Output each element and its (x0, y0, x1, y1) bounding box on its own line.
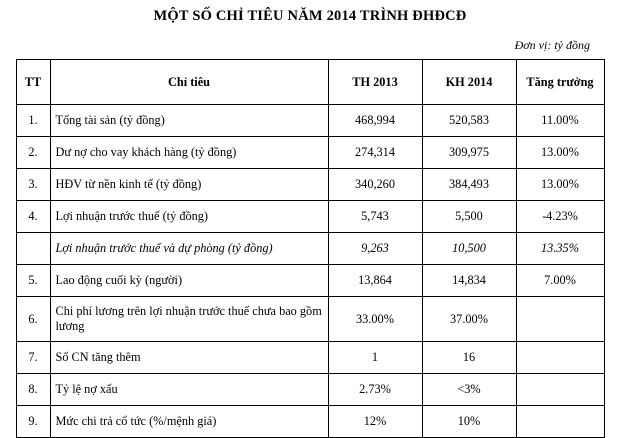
row-growth: 13.35% (516, 233, 604, 265)
table-header-row (16, 60, 604, 105)
table-row (16, 169, 604, 201)
table-row (16, 201, 604, 233)
row-growth: 11.00% (516, 105, 604, 137)
row-number: 9. (16, 406, 50, 438)
column-header-tt: TT (16, 60, 50, 105)
row-number: 3. (16, 169, 50, 201)
table-row (16, 233, 604, 265)
row-indicator: Mức chi trả cổ tức (%/mệnh giá) (50, 406, 328, 438)
row-growth: 13.00% (516, 137, 604, 169)
row-th2013: 5,743 (328, 201, 422, 233)
row-th2013: 2.73% (328, 374, 422, 406)
row-indicator: Số CN tăng thêm (50, 342, 328, 374)
document-page (0, 8, 620, 432)
row-th2013: 13,864 (328, 265, 422, 297)
table-body (16, 105, 604, 438)
row-th2013: 12% (328, 406, 422, 438)
row-indicator: Tỷ lệ nợ xấu (50, 374, 328, 406)
page-title: MỘT SỐ CHỈ TIÊU NĂM 2014 TRÌNH ĐHĐCĐ (153, 8, 467, 24)
row-growth: -4.23% (516, 201, 604, 233)
row-th2013: 1 (328, 342, 422, 374)
row-number: 4. (16, 201, 50, 233)
row-growth: 7.00% (516, 265, 604, 297)
row-kh2014: 37.00% (422, 297, 516, 342)
row-kh2014: 16 (422, 342, 516, 374)
table-row (16, 105, 604, 137)
table-row (16, 137, 604, 169)
table-row (16, 406, 604, 438)
row-th2013: 33.00% (328, 297, 422, 342)
row-indicator: HĐV từ nền kinh tế (tỷ đồng) (50, 169, 328, 201)
table-row (16, 297, 604, 342)
row-number: 8. (16, 374, 50, 406)
row-kh2014: 5,500 (422, 201, 516, 233)
table-row (16, 265, 604, 297)
column-header-th2013: TH 2013 (328, 60, 422, 105)
row-growth (516, 342, 604, 374)
row-indicator: Lợi nhuận trước thuế và dự phòng (tỷ đồng) (50, 233, 328, 265)
row-indicator: Dư nợ cho vay khách hàng (tỷ đồng) (50, 137, 328, 169)
column-header-growth: Tăng trưởng (516, 60, 604, 105)
row-number: 6. (16, 297, 50, 342)
table-row (16, 342, 604, 374)
row-kh2014: 10,500 (422, 233, 516, 265)
row-kh2014: 309,975 (422, 137, 516, 169)
row-th2013: 274,314 (328, 137, 422, 169)
row-growth (516, 406, 604, 438)
row-indicator: Lợi nhuận trước thuế (tỷ đồng) (50, 201, 328, 233)
row-indicator: Tổng tài sản (tỷ đồng) (50, 105, 328, 137)
row-kh2014: 10% (422, 406, 516, 438)
row-number: 2. (16, 137, 50, 169)
row-kh2014: 384,493 (422, 169, 516, 201)
row-growth: 13.00% (516, 169, 604, 201)
row-growth (516, 297, 604, 342)
row-number (16, 233, 50, 265)
row-th2013: 9,263 (328, 233, 422, 265)
column-header-kh2014: KH 2014 (422, 60, 516, 105)
row-number: 5. (16, 265, 50, 297)
row-th2013: 468,994 (328, 105, 422, 137)
row-kh2014: 520,583 (422, 105, 516, 137)
row-growth (516, 374, 604, 406)
unit-note: Đơn vị: tỷ đồng (514, 38, 590, 52)
row-number: 1. (16, 105, 50, 137)
column-header-indicator: Chỉ tiêu (50, 60, 328, 105)
table-header (16, 60, 604, 105)
table-row (16, 374, 604, 406)
row-number: 7. (16, 342, 50, 374)
row-kh2014: <3% (422, 374, 516, 406)
indicators-table (16, 59, 605, 438)
row-kh2014: 14,834 (422, 265, 516, 297)
row-indicator: Lao động cuối kỳ (người) (50, 265, 328, 297)
row-th2013: 340,260 (328, 169, 422, 201)
row-indicator: Chi phí lương trên lợi nhuận trước thuế chưa bao gồm lương (50, 297, 328, 342)
